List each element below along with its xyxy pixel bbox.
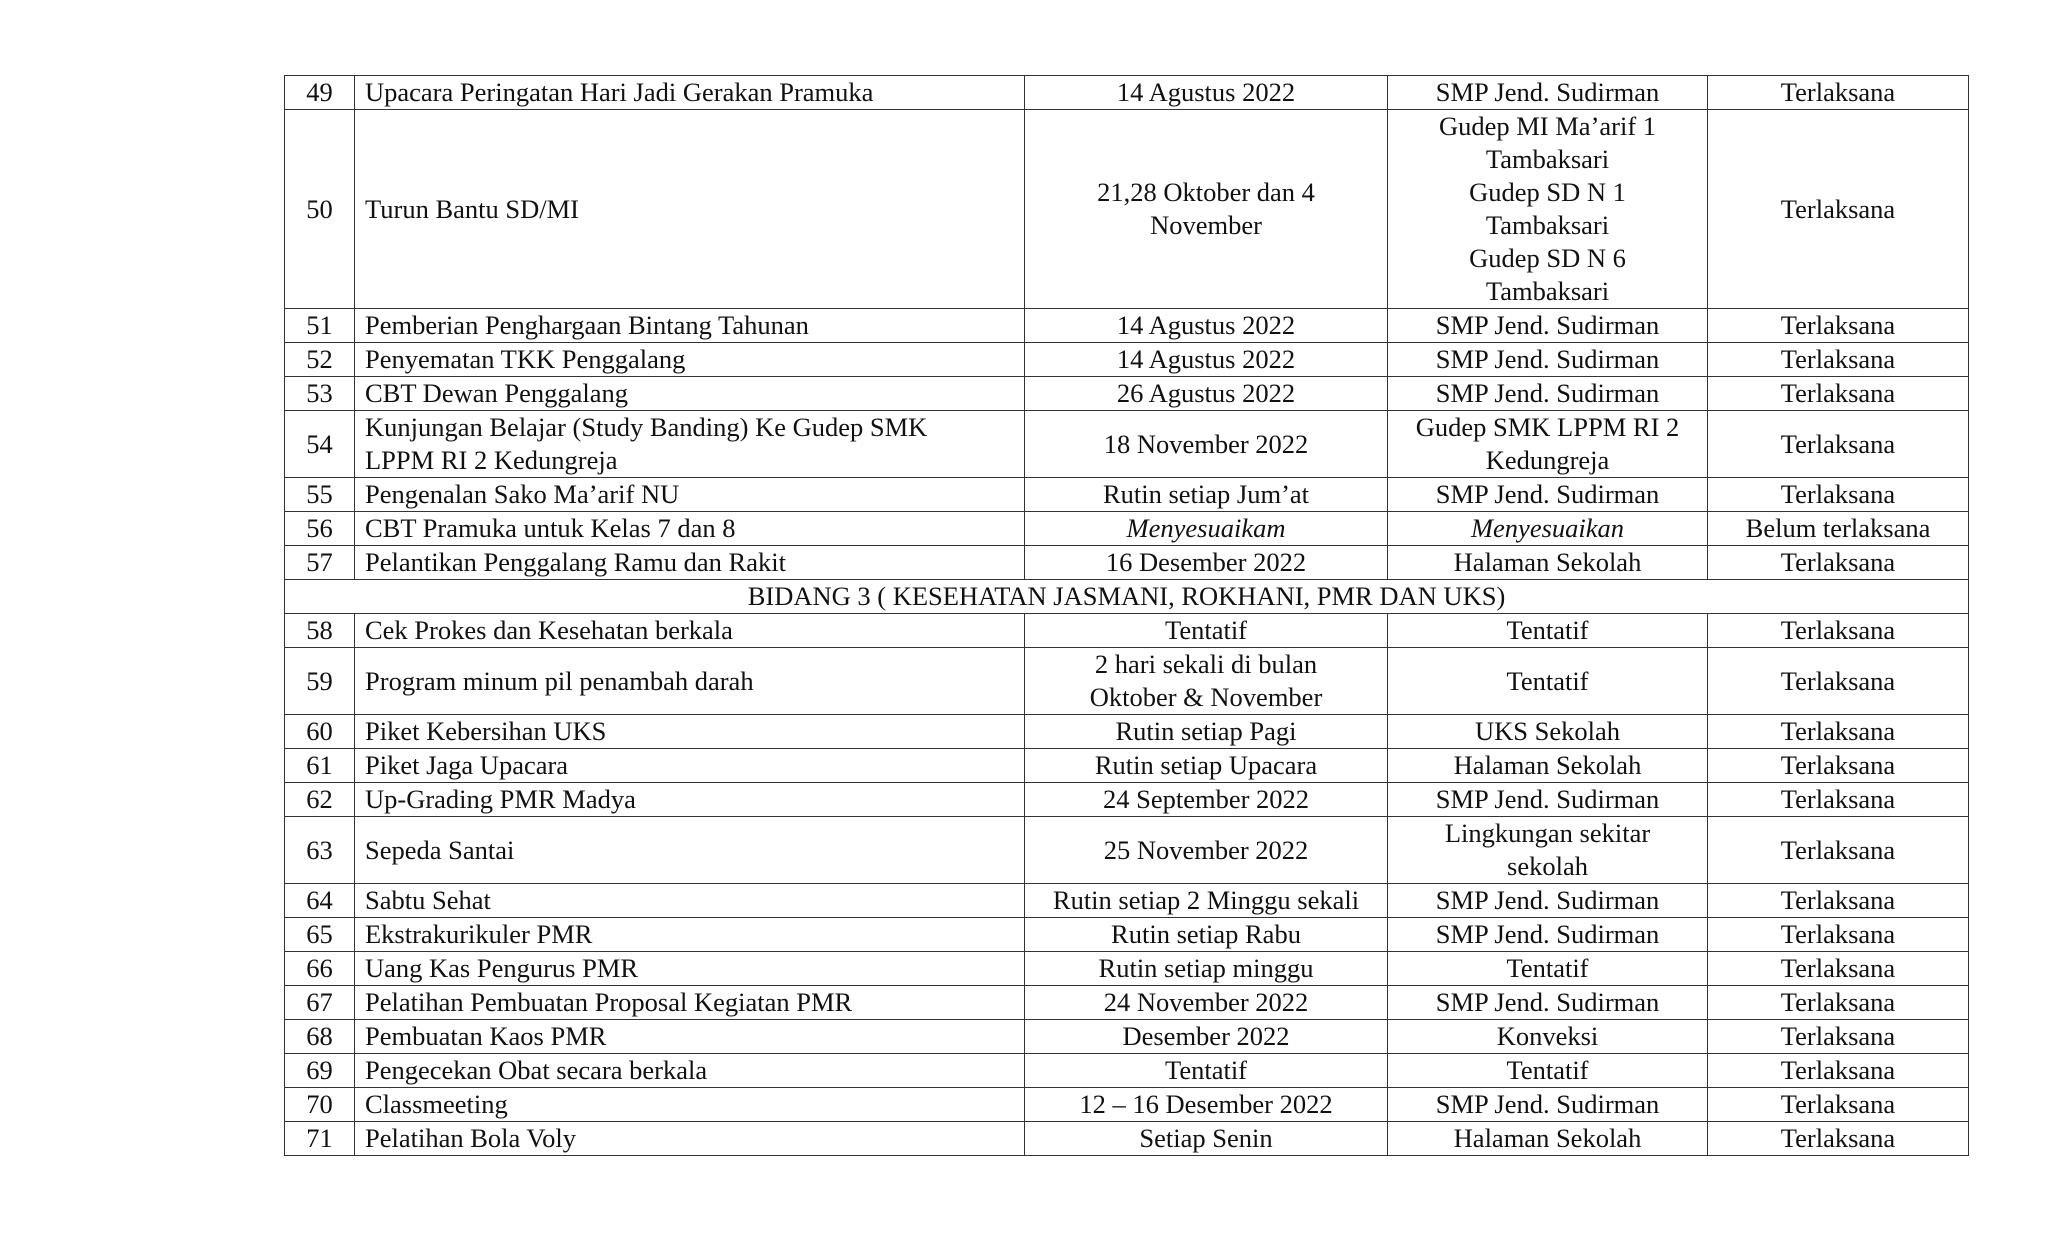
schedule-cell [1025, 309, 1388, 343]
cell-line: 14 Agustus 2022 [1116, 344, 1296, 374]
activity-cell [355, 411, 1025, 478]
row-number-cell: 61 [285, 749, 355, 783]
cell-line: Cek Prokes dan Kesehatan berkala [365, 615, 733, 645]
table-row [285, 512, 1969, 546]
status-cell: Terlaksana [1708, 343, 1969, 377]
cell-line: UKS Sekolah [1474, 716, 1620, 746]
row-number-cell: 70 [285, 1088, 355, 1122]
cell-line: Classmeeting [365, 1089, 508, 1119]
status-cell: Belum terlaksana [1708, 512, 1969, 546]
cell-line: 26 Agustus 2022 [1116, 378, 1296, 408]
table-row [285, 614, 1969, 648]
activity-cell [355, 309, 1025, 343]
status-cell: Terlaksana [1708, 715, 1969, 749]
table-row [285, 884, 1969, 918]
cell-line: Kunjungan Belajar (Study Banding) Ke Gudep SMK [365, 412, 928, 442]
activity-cell [355, 512, 1025, 546]
activity-table [284, 75, 1969, 1156]
row-number-cell: 63 [285, 817, 355, 884]
row-number-cell: 60 [285, 715, 355, 749]
cell-line: November [1150, 210, 1262, 240]
row-number-cell: 58 [285, 614, 355, 648]
row-number-cell: 57 [285, 546, 355, 580]
cell-line: Menyesuaikam [1126, 513, 1286, 543]
location-cell [1388, 343, 1708, 377]
location-cell [1388, 1054, 1708, 1088]
location-cell [1388, 817, 1708, 884]
cell-line: Gudep MI Ma’arif 1 [1438, 111, 1657, 141]
schedule-cell [1025, 110, 1388, 309]
cell-line: Konveksi [1496, 1021, 1599, 1051]
table-row [285, 817, 1969, 884]
schedule-cell [1025, 76, 1388, 110]
status-cell: Terlaksana [1708, 411, 1969, 478]
cell-line: SMP Jend. Sudirman [1435, 77, 1660, 107]
row-number-cell: 69 [285, 1054, 355, 1088]
cell-line: CBT Dewan Penggalang [365, 378, 628, 408]
activity-cell [355, 377, 1025, 411]
activity-cell [355, 1054, 1025, 1088]
location-cell [1388, 546, 1708, 580]
section-heading-row [285, 580, 1969, 614]
activity-cell [355, 546, 1025, 580]
cell-line: Uang Kas Pengurus PMR [365, 953, 639, 983]
status-cell: Terlaksana [1708, 546, 1969, 580]
cell-line: Pelantikan Penggalang Ramu dan Rakit [365, 547, 786, 577]
table-row [285, 76, 1969, 110]
cell-line: Rutin setiap Upacara [1094, 750, 1318, 780]
row-number-cell: 51 [285, 309, 355, 343]
schedule-cell [1025, 783, 1388, 817]
location-cell [1388, 884, 1708, 918]
cell-line: Pembuatan Kaos PMR [365, 1021, 607, 1051]
activity-cell [355, 343, 1025, 377]
row-number-cell: 65 [285, 918, 355, 952]
cell-line: Rutin setiap Jum’at [1102, 479, 1310, 509]
status-cell: Terlaksana [1708, 478, 1969, 512]
activity-cell [355, 918, 1025, 952]
table-row [285, 546, 1969, 580]
status-cell: Terlaksana [1708, 749, 1969, 783]
table-row [285, 783, 1969, 817]
schedule-cell [1025, 377, 1388, 411]
cell-line: Tentatif [1506, 615, 1589, 645]
location-cell [1388, 478, 1708, 512]
status-cell: Terlaksana [1708, 1088, 1969, 1122]
location-cell [1388, 110, 1708, 309]
cell-line: Pengenalan Sako Ma’arif NU [365, 479, 680, 509]
schedule-cell [1025, 986, 1388, 1020]
location-cell [1388, 1088, 1708, 1122]
cell-line: Rutin setiap Pagi [1115, 716, 1297, 746]
cell-line: Rutin setiap minggu [1098, 953, 1314, 983]
status-cell: Terlaksana [1708, 614, 1969, 648]
cell-line: 18 November 2022 [1103, 428, 1309, 459]
table-row [285, 952, 1969, 986]
schedule-cell [1025, 512, 1388, 546]
schedule-cell [1025, 952, 1388, 986]
cell-line: Up-Grading PMR Madya [365, 784, 636, 814]
table-row [285, 478, 1969, 512]
location-cell [1388, 76, 1708, 110]
table-row [285, 648, 1969, 715]
table-row [285, 749, 1969, 783]
schedule-cell [1025, 1122, 1388, 1156]
row-number-cell: 66 [285, 952, 355, 986]
location-cell [1388, 1122, 1708, 1156]
row-number-cell: 50 [285, 110, 355, 309]
schedule-cell [1025, 817, 1388, 884]
status-cell: Terlaksana [1708, 1054, 1969, 1088]
cell-line: SMP Jend. Sudirman [1435, 987, 1660, 1017]
location-cell [1388, 715, 1708, 749]
table-row [285, 918, 1969, 952]
cell-line: 25 November 2022 [1103, 834, 1309, 865]
row-number-cell: 71 [285, 1122, 355, 1156]
status-cell: Terlaksana [1708, 309, 1969, 343]
schedule-cell [1025, 614, 1388, 648]
cell-line: Tentatif [1506, 665, 1589, 696]
row-number-cell: 56 [285, 512, 355, 546]
cell-line: sekolah [1507, 851, 1588, 881]
status-cell: Terlaksana [1708, 817, 1969, 884]
activity-cell [355, 1122, 1025, 1156]
cell-line: Penyematan TKK Penggalang [365, 344, 686, 374]
cell-line: SMP Jend. Sudirman [1435, 344, 1660, 374]
schedule-cell [1025, 1020, 1388, 1054]
cell-line: Halaman Sekolah [1453, 750, 1642, 780]
status-cell: Terlaksana [1708, 1122, 1969, 1156]
status-cell: Terlaksana [1708, 952, 1969, 986]
row-number-cell: 55 [285, 478, 355, 512]
row-number-cell: 62 [285, 783, 355, 817]
cell-line: Piket Jaga Upacara [365, 750, 569, 780]
activity-cell [355, 749, 1025, 783]
schedule-cell [1025, 411, 1388, 478]
cell-line: Oktober & November [1089, 682, 1323, 712]
location-cell [1388, 648, 1708, 715]
location-cell [1388, 512, 1708, 546]
cell-line: Menyesuaikan [1470, 513, 1625, 543]
cell-line: Upacara Peringatan Hari Jadi Gerakan Pramuka [365, 77, 874, 107]
cell-line: 24 September 2022 [1102, 784, 1310, 814]
cell-line: Kedungreja [1485, 445, 1610, 475]
cell-line: Tentatif [1164, 615, 1248, 645]
table-row [285, 1054, 1969, 1088]
table-row [285, 309, 1969, 343]
activity-cell [355, 614, 1025, 648]
status-cell: Terlaksana [1708, 648, 1969, 715]
cell-line: 21,28 Oktober dan 4 [1097, 177, 1315, 207]
schedule-cell [1025, 343, 1388, 377]
location-cell [1388, 1020, 1708, 1054]
location-cell [1388, 411, 1708, 478]
activity-cell [355, 952, 1025, 986]
activity-cell [355, 986, 1025, 1020]
schedule-cell [1025, 648, 1388, 715]
row-number-cell: 53 [285, 377, 355, 411]
schedule-cell [1025, 546, 1388, 580]
location-cell [1388, 614, 1708, 648]
cell-line: Pemberian Penghargaan Bintang Tahunan [365, 310, 809, 340]
activity-cell [355, 648, 1025, 715]
schedule-cell [1025, 749, 1388, 783]
activity-cell [355, 110, 1025, 309]
schedule-cell [1025, 1054, 1388, 1088]
status-cell: Terlaksana [1708, 110, 1969, 309]
activity-cell [355, 76, 1025, 110]
cell-line: SMP Jend. Sudirman [1435, 479, 1660, 509]
location-cell [1388, 986, 1708, 1020]
table-row [285, 411, 1969, 478]
activity-cell [355, 478, 1025, 512]
location-cell [1388, 309, 1708, 343]
location-cell [1388, 783, 1708, 817]
cell-line: 14 Agustus 2022 [1116, 310, 1296, 340]
cell-line: Tentatif [1506, 1055, 1589, 1085]
schedule-cell [1025, 715, 1388, 749]
cell-line: SMP Jend. Sudirman [1435, 919, 1660, 949]
table-row [285, 110, 1969, 309]
status-cell: Terlaksana [1708, 986, 1969, 1020]
cell-line: Gudep SD N 6 [1469, 243, 1626, 273]
cell-line: 16 Desember 2022 [1105, 547, 1307, 577]
location-cell [1388, 952, 1708, 986]
cell-line: 12 – 16 Desember 2022 [1079, 1089, 1333, 1119]
cell-line: SMP Jend. Sudirman [1435, 310, 1660, 340]
cell-line: Program minum pil penambah darah [365, 665, 754, 696]
status-cell: Terlaksana [1708, 377, 1969, 411]
row-number-cell: 52 [285, 343, 355, 377]
status-cell: Terlaksana [1708, 1020, 1969, 1054]
cell-line: Tentatif [1164, 1055, 1248, 1085]
schedule-cell [1025, 1088, 1388, 1122]
section-heading: BIDANG 3 ( KESEHATAN JASMANI, ROKHANI, PMR DAN UKS) [285, 580, 1969, 614]
cell-line: Turun Bantu SD/MI [365, 193, 580, 224]
cell-line: Tentatif [1506, 953, 1589, 983]
status-cell: Terlaksana [1708, 918, 1969, 952]
cell-line: Pelatihan Pembuatan Proposal Kegiatan PMR [365, 987, 853, 1017]
table-row [285, 1020, 1969, 1054]
location-cell [1388, 918, 1708, 952]
schedule-cell [1025, 884, 1388, 918]
table-row [285, 343, 1969, 377]
cell-line: Halaman Sekolah [1453, 547, 1642, 577]
cell-line: Sepeda Santai [365, 834, 515, 865]
cell-line: SMP Jend. Sudirman [1435, 378, 1660, 408]
cell-line: CBT Pramuka untuk Kelas 7 dan 8 [365, 513, 736, 543]
activity-cell [355, 783, 1025, 817]
table-row [285, 1088, 1969, 1122]
cell-line: Rutin setiap 2 Minggu sekali [1052, 885, 1360, 915]
cell-line: Pengecekan Obat secara berkala [365, 1055, 708, 1085]
row-number-cell: 68 [285, 1020, 355, 1054]
cell-line: Halaman Sekolah [1453, 1123, 1642, 1153]
cell-line: Gudep SMK LPPM RI 2 [1415, 412, 1680, 442]
row-number-cell: 64 [285, 884, 355, 918]
location-cell [1388, 377, 1708, 411]
cell-line: SMP Jend. Sudirman [1435, 784, 1660, 814]
status-cell: Terlaksana [1708, 884, 1969, 918]
cell-line: Setiap Senin [1139, 1123, 1273, 1153]
cell-line: Piket Kebersihan UKS [365, 716, 607, 746]
activity-cell [355, 884, 1025, 918]
cell-line: SMP Jend. Sudirman [1435, 885, 1660, 915]
table-row [285, 377, 1969, 411]
cell-line: LPPM RI 2 Kedungreja [365, 445, 618, 475]
cell-line: Desember 2022 [1122, 1021, 1290, 1051]
cell-line: Tambaksari [1485, 210, 1610, 240]
cell-line: SMP Jend. Sudirman [1435, 1089, 1660, 1119]
row-number-cell: 59 [285, 648, 355, 715]
row-number-cell: 67 [285, 986, 355, 1020]
status-cell: Terlaksana [1708, 783, 1969, 817]
location-cell [1388, 749, 1708, 783]
cell-line: Pelatihan Bola Voly [365, 1123, 577, 1153]
cell-line: Tambaksari [1485, 276, 1610, 306]
cell-line: Gudep SD N 1 [1469, 177, 1626, 207]
activity-cell [355, 715, 1025, 749]
activity-table-body [285, 76, 1969, 1156]
activity-cell [355, 1088, 1025, 1122]
table-row [285, 715, 1969, 749]
cell-line: Tambaksari [1485, 144, 1610, 174]
status-cell: Terlaksana [1708, 76, 1969, 110]
row-number-cell: 49 [285, 76, 355, 110]
row-number-cell: 54 [285, 411, 355, 478]
activity-cell [355, 1020, 1025, 1054]
cell-line: Ekstrakurikuler PMR [365, 919, 593, 949]
table-row [285, 986, 1969, 1020]
schedule-cell [1025, 918, 1388, 952]
table-row [285, 1122, 1969, 1156]
cell-line: Rutin setiap Rabu [1111, 919, 1301, 949]
cell-line: Lingkungan sekitar [1444, 818, 1651, 848]
cell-line: 2 hari sekali di bulan [1094, 649, 1318, 679]
cell-line: 24 November 2022 [1103, 987, 1309, 1017]
schedule-cell [1025, 478, 1388, 512]
activity-cell [355, 817, 1025, 884]
cell-line: Sabtu Sehat [365, 885, 491, 915]
cell-line: 14 Agustus 2022 [1116, 77, 1296, 107]
